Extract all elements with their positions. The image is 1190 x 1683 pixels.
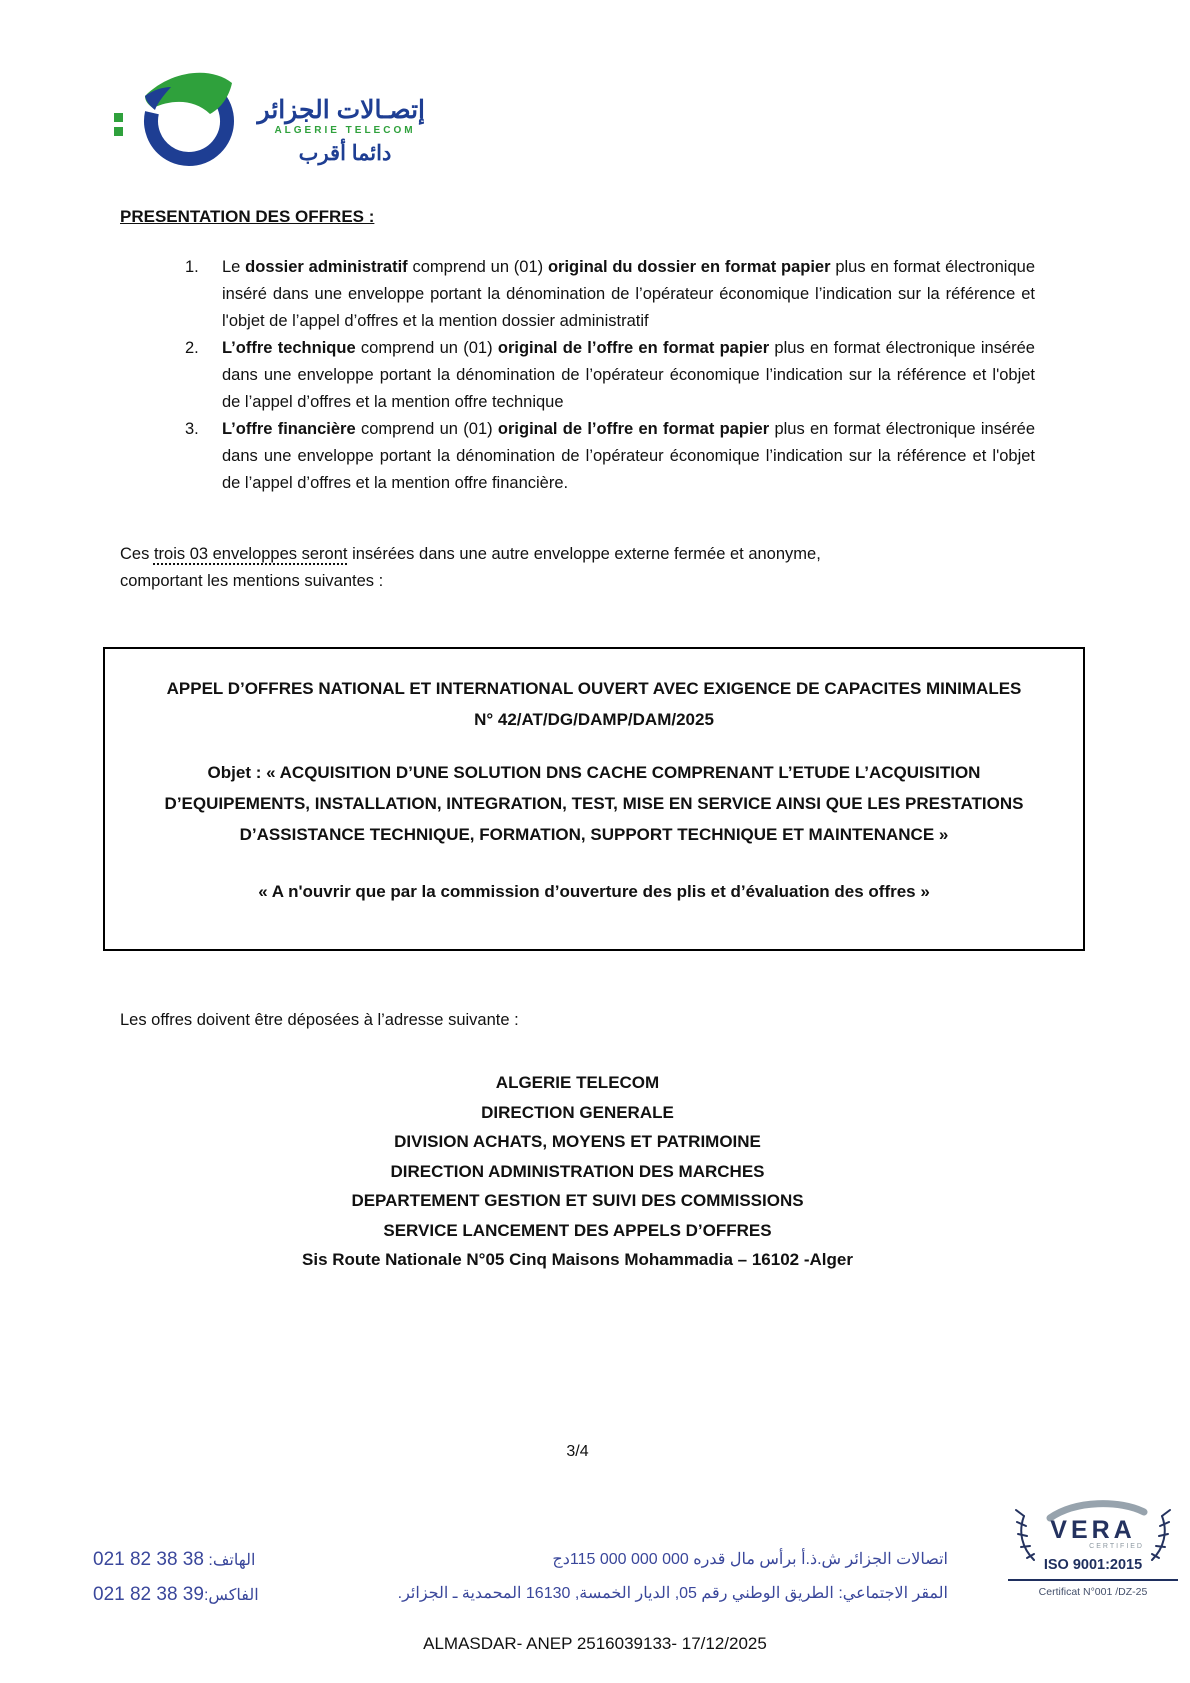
address-line: DEPARTEMENT GESTION ET SUIVI DES COMMISSIONS	[351, 1191, 804, 1210]
text-run: plus en format électronique insérée dans une enveloppe portant la dénomination de l’opérateur économique l’indication sur la référence et l'objet de l’appel d’offres et la mention offre financière.	[222, 420, 1036, 492]
address-line: ALGERIE TELECOM	[495, 1073, 660, 1092]
iso-standard-label: ISO 9001:2015	[1043, 1557, 1143, 1573]
text-run: L’offre technique	[222, 339, 356, 357]
text-run: insérées dans une autre enveloppe externe fermée et anonyme,	[347, 545, 821, 563]
text-run: Le	[222, 258, 246, 276]
tender-notice-box	[103, 647, 1085, 951]
algerie-telecom-globe-icon	[113, 60, 255, 174]
page-number: 3/4	[566, 1443, 589, 1460]
anep-publication-line: ALMASDAR- ANEP 2516039133- 17/12/2025	[423, 1634, 767, 1653]
offers-list	[120, 254, 1035, 497]
logo-brand-english: ALGERIE TELECOM	[274, 125, 416, 136]
notice-opening-warning: « A n'ouvrir que par la commission d’ouverture des plis et d’évaluation des offres »	[258, 882, 930, 901]
text-run: dossier administratif	[245, 258, 408, 276]
footer-contact-block	[93, 1543, 259, 1613]
logo-text-block	[257, 60, 425, 166]
footer-hq-line: المقر الاجتماعي: الطريق الوطني رقم 05, الديار الخمسة, 16130 المحمدية ـ الجزائر.	[397, 1585, 948, 1602]
certificate-number: Certificat N°001 /DZ-25	[1038, 1586, 1148, 1598]
text-run: plus en format électronique inséré dans une enveloppe portant la dénomination de l’opérateur économique l’indication sur la référence et l'objet de l’appel d’offres et la mention dossier administratif	[222, 258, 1036, 330]
list-number: 1.	[185, 258, 199, 276]
deposit-intro: Les offres doivent être déposées à l’adresse suivante :	[120, 1011, 519, 1029]
logo-tagline-arabic: دائما أقرب	[298, 142, 392, 165]
text-run: original de l’offre en format papier	[497, 339, 770, 357]
document-body	[120, 203, 1035, 1275]
capital-amount: 115 000 000 000	[569, 1551, 689, 1568]
vera-brand-text: VERA	[1050, 1516, 1136, 1544]
text-run: original de l’offre en format papier	[497, 420, 770, 438]
list-number: 2.	[185, 339, 199, 357]
text-run-dotted-underline: trois 03 enveloppes seront	[153, 545, 348, 563]
text-run: Ces	[120, 545, 154, 563]
address-line: Sis Route Nationale N°05 Cinq Maisons Mohammadia – 16102 -Alger	[302, 1250, 853, 1269]
notice-reference-number: N° 42/AT/DG/DAMP/DAM/2025	[474, 710, 714, 729]
list-item-text	[222, 254, 1035, 335]
envelopes-paragraph	[120, 541, 1035, 595]
address-line: SERVICE LANCEMENT DES APPELS D’OFFRES	[383, 1220, 772, 1240]
notice-object: Objet : « ACQUISITION D’UNE SOLUTION DNS CACHE COMPRENANT L’ETUDE L’ACQUISITION D’EQUIPEMENTS, INSTALLATION, INTEGRATION, TEST, MISE EN SERVICE AINSI QUE LES PRESTATIONS D’ASSISTANCE TECHNIQUE, FORMATION, SUPPORT TECHNIQUE ET MAINTENANCE »	[164, 763, 1024, 844]
company-name-capital: اتصالات الجزائر ش.ذ.أ برأس مال قدره	[693, 1551, 948, 1568]
certificate-divider	[1008, 1579, 1178, 1581]
text-run: original du dossier en format papier	[547, 258, 831, 276]
list-item-text	[222, 335, 1035, 416]
list-number: 3.	[185, 420, 199, 438]
deposit-address-block	[120, 1068, 1035, 1275]
list-item-text	[222, 416, 1035, 497]
section-heading: PRESENTATION DES OFFRES :	[120, 207, 375, 226]
iso-certification-badge	[1004, 1496, 1182, 1598]
list-item-offre-financiere	[185, 416, 1035, 497]
text-run: L’offre financière	[222, 420, 356, 438]
list-item-offre-technique	[185, 335, 1035, 416]
text-run: comprend un (01)	[355, 339, 498, 357]
text-run: comprend un (01)	[355, 420, 498, 438]
footer-company-capital-line	[398, 1543, 948, 1577]
footer-phone-row	[93, 1543, 259, 1578]
text-run: plus en format électronique insérée dans une enveloppe portant la dénomination de l’opérateur économique l’indication sur la référence et l'objet de l’appel d’offres et la mention offre technique	[222, 339, 1035, 411]
algerie-telecom-logo	[113, 60, 425, 174]
fax-label: الفاكس:	[203, 1587, 259, 1604]
text-run: comportant les mentions suivantes :	[120, 572, 384, 590]
currency: دج	[552, 1551, 570, 1568]
address-line: DIVISION ACHATS, MOYENS ET PATRIMOINE	[394, 1132, 761, 1151]
list-item-dossier-administratif	[185, 254, 1035, 335]
address-line: DIRECTION GENERALE	[481, 1102, 674, 1122]
address-line: DIRECTION ADMINISTRATION DES MARCHES	[390, 1161, 765, 1181]
phone-label: الهاتف:	[208, 1552, 256, 1569]
phone-number: 021 82 38 38	[93, 1549, 204, 1570]
certified-label: CERTIFIED	[1089, 1543, 1144, 1550]
footer-company-block	[398, 1543, 948, 1611]
text-run: comprend un (01)	[407, 258, 548, 276]
footer-fax-row	[93, 1578, 259, 1613]
fax-number: 021 82 38 39	[93, 1584, 204, 1605]
notice-title-line1: APPEL D’OFFRES NATIONAL ET INTERNATIONAL OUVERT AVEC EXIGENCE DE CAPACITES MINIMALES	[166, 679, 1022, 698]
logo-brand-arabic: إتصـالات الجزائر	[257, 96, 425, 124]
